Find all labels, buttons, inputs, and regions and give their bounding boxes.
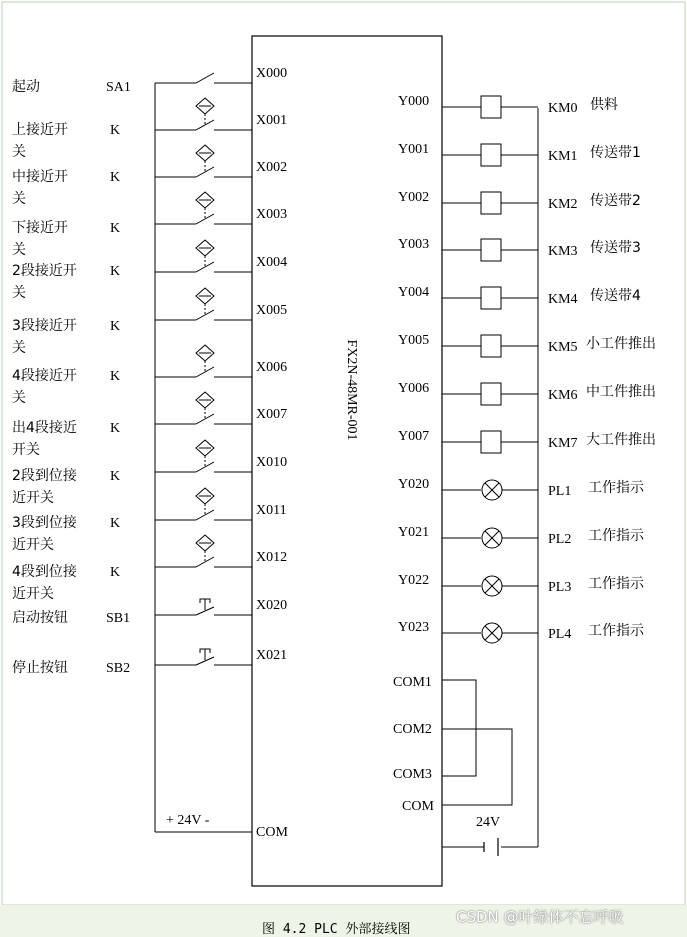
input-device: K bbox=[110, 565, 121, 580]
input-label-line2: 关 bbox=[12, 285, 26, 301]
output-description: 工作指示 bbox=[588, 480, 644, 496]
output-description: 供料 bbox=[590, 97, 618, 113]
output-pin: Y007 bbox=[398, 429, 430, 444]
input-label: 3段接近开 bbox=[12, 318, 77, 334]
figure-caption: 图 4.2 PLC 外部接线图 bbox=[262, 922, 411, 937]
input-device: K bbox=[110, 469, 121, 484]
output-device: KM4 bbox=[548, 292, 578, 307]
input-row-x003 bbox=[12, 192, 287, 258]
input-device: K bbox=[110, 516, 121, 531]
input-label: 出4段接近 bbox=[12, 420, 77, 436]
relay-coil-icon bbox=[481, 192, 501, 214]
relay-coil-icon bbox=[481, 383, 501, 405]
output-device: PL4 bbox=[548, 627, 572, 642]
input-device: K bbox=[110, 123, 121, 138]
contact-blade bbox=[196, 262, 214, 272]
input-device: K bbox=[110, 264, 121, 279]
input-pin: X000 bbox=[256, 66, 288, 81]
output-device: KM3 bbox=[548, 244, 578, 259]
input-device: K bbox=[110, 421, 121, 436]
output-description: 中工件推出 bbox=[586, 384, 656, 400]
output-description: 传送带2 bbox=[590, 193, 641, 209]
input-label: 3段到位接 bbox=[12, 515, 77, 531]
input-label: 停止按钮 bbox=[12, 660, 68, 676]
com1-pin: COM1 bbox=[393, 675, 432, 690]
input-pin: X011 bbox=[256, 503, 287, 518]
input-row-x010 bbox=[12, 440, 287, 506]
output-device: KM2 bbox=[548, 197, 578, 212]
contact-blade bbox=[196, 462, 214, 472]
relay-coil-icon bbox=[481, 335, 501, 357]
output-pin: Y003 bbox=[398, 237, 430, 252]
input-pin: X010 bbox=[256, 455, 288, 470]
input-pin: X004 bbox=[256, 255, 288, 270]
input-device: SA1 bbox=[106, 80, 131, 95]
output-supply-label: 24V bbox=[476, 815, 501, 830]
input-label-line2: 关 bbox=[12, 390, 26, 406]
input-row-x000 bbox=[12, 66, 287, 95]
input-side bbox=[12, 66, 287, 676]
input-label-line2: 关 bbox=[12, 191, 26, 207]
output-pin: Y001 bbox=[398, 142, 430, 157]
input-row-x020 bbox=[12, 598, 287, 626]
relay-coil-icon bbox=[481, 287, 501, 309]
input-pin: X001 bbox=[256, 113, 288, 128]
output-pin: Y020 bbox=[398, 477, 430, 492]
input-label: 启动按钮 bbox=[12, 610, 68, 626]
contact-blade bbox=[196, 120, 214, 130]
output-device: KM5 bbox=[548, 340, 578, 355]
output-device: KM1 bbox=[548, 149, 578, 164]
input-label-line2: 开关 bbox=[12, 442, 40, 458]
contact-blade bbox=[196, 367, 214, 377]
input-label: 4段到位接 bbox=[12, 564, 77, 580]
input-supply-label: + 24V - bbox=[166, 813, 210, 828]
input-row-x021 bbox=[12, 648, 287, 676]
input-row-x007 bbox=[12, 392, 287, 458]
output-pin: Y000 bbox=[398, 94, 430, 109]
output-description: 传送带3 bbox=[590, 240, 641, 256]
contact-blade bbox=[196, 414, 214, 424]
input-row-x005 bbox=[12, 288, 287, 356]
plc-model-label: FX2N-48MR-001 bbox=[344, 339, 359, 441]
contact-blade bbox=[196, 557, 214, 567]
output-description: 工作指示 bbox=[588, 623, 644, 639]
output-description: 大工件推出 bbox=[586, 432, 656, 448]
selector-switch-icon bbox=[196, 73, 214, 83]
input-label: 4段接近开 bbox=[12, 368, 77, 384]
output-pin: Y002 bbox=[398, 190, 430, 205]
input-device: K bbox=[110, 319, 121, 334]
input-row-x004 bbox=[12, 240, 287, 301]
output-description: 工作指示 bbox=[588, 576, 644, 592]
input-label-line2: 近开关 bbox=[12, 586, 54, 602]
input-label-line2: 关 bbox=[12, 144, 26, 160]
input-pin: X012 bbox=[256, 550, 288, 565]
output-device: KM0 bbox=[548, 101, 578, 116]
input-com-pin: COM bbox=[256, 825, 288, 840]
input-label: 上接近开 bbox=[12, 122, 68, 138]
output-pin: Y005 bbox=[398, 333, 430, 348]
input-pin: X002 bbox=[256, 160, 288, 175]
output-device: PL2 bbox=[548, 532, 572, 547]
contact-blade bbox=[196, 167, 214, 177]
output-pin: Y004 bbox=[398, 285, 430, 300]
input-row-x006 bbox=[12, 345, 287, 406]
com-pin: COM bbox=[402, 799, 434, 814]
input-device: K bbox=[110, 221, 121, 236]
relay-coil-icon bbox=[481, 431, 501, 453]
output-description: 传送带4 bbox=[590, 288, 641, 304]
input-pin: X003 bbox=[256, 207, 288, 222]
output-description: 小工件推出 bbox=[586, 336, 656, 352]
input-pin: X021 bbox=[256, 648, 288, 663]
input-device: SB2 bbox=[106, 661, 131, 676]
input-device: SB1 bbox=[106, 611, 131, 626]
input-label: 2段到位接 bbox=[12, 468, 77, 484]
output-pin: Y006 bbox=[398, 381, 430, 396]
output-description: 工作指示 bbox=[588, 528, 644, 544]
relay-coil-icon bbox=[481, 96, 501, 118]
input-label: 起动 bbox=[12, 79, 40, 95]
com2-pin: COM2 bbox=[393, 722, 432, 737]
output-pin: Y021 bbox=[398, 525, 430, 540]
output-pin: Y022 bbox=[398, 573, 430, 588]
output-device: PL3 bbox=[548, 580, 572, 595]
input-pin: X006 bbox=[256, 360, 288, 375]
com3-pin: COM3 bbox=[393, 767, 432, 782]
contact-blade bbox=[196, 310, 214, 320]
output-pin: Y023 bbox=[398, 620, 430, 635]
output-description: 传送带1 bbox=[590, 145, 641, 161]
input-pin: X020 bbox=[256, 598, 288, 613]
watermark: CSDN @叶绿体不忘呼吸 bbox=[456, 908, 624, 926]
input-label: 下接近开 bbox=[12, 220, 68, 236]
input-label-line2: 关 bbox=[12, 242, 26, 258]
output-device: PL1 bbox=[548, 484, 572, 499]
input-label-line2: 近开关 bbox=[12, 537, 54, 553]
com2-com-link bbox=[442, 729, 512, 805]
input-device: K bbox=[110, 369, 121, 384]
input-label: 中接近开 bbox=[12, 169, 68, 185]
input-label-line2: 关 bbox=[12, 340, 26, 356]
input-label: 2段接近开 bbox=[12, 263, 77, 279]
relay-coil-icon bbox=[481, 144, 501, 166]
relay-coil-icon bbox=[481, 239, 501, 261]
input-label-line2: 近开关 bbox=[12, 490, 54, 506]
contact-blade bbox=[196, 510, 214, 520]
output-device: KM7 bbox=[548, 436, 578, 451]
input-row-x001 bbox=[12, 98, 287, 160]
input-pin: X005 bbox=[256, 303, 288, 318]
output-device: KM6 bbox=[548, 388, 578, 403]
com1-com3-link bbox=[442, 680, 476, 776]
input-device: K bbox=[110, 170, 121, 185]
input-row-x002 bbox=[12, 145, 287, 207]
contact-blade bbox=[196, 214, 214, 224]
input-pin: X007 bbox=[256, 407, 288, 422]
